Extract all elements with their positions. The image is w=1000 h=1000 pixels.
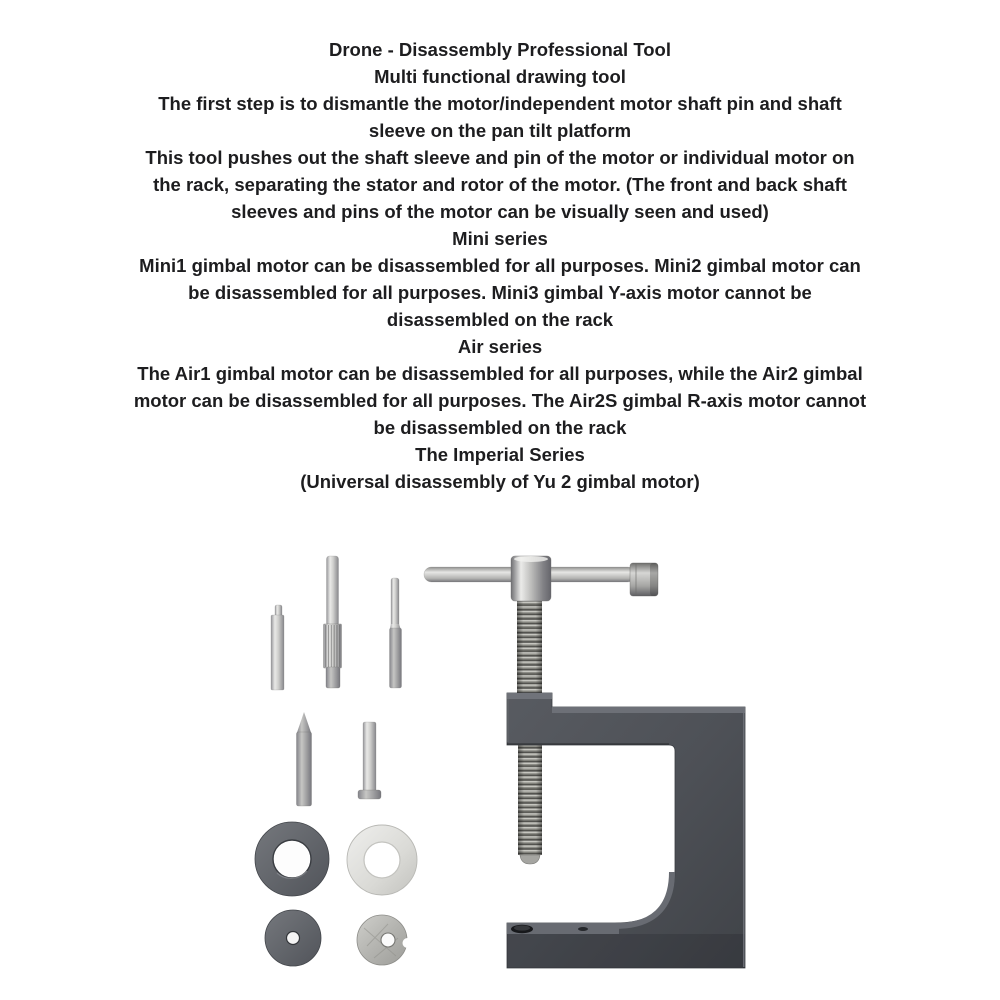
screw-threaded-rod-lower <box>518 743 542 864</box>
small-notched-disc <box>357 915 413 965</box>
description-line: (Universal disassembly of Yu 2 gimbal motor) <box>300 471 700 492</box>
description-line: Drone - Disassembly Professional Tool <box>329 39 671 60</box>
description-line: Mini series <box>452 228 548 249</box>
description-line: The first step is to dismantle the motor/independent motor shaft pin and shaft <box>158 93 842 114</box>
description-line: Mini1 gimbal motor can be disassembled for all purposes. Mini2 gimbal motor can <box>139 255 861 276</box>
description-line: sleeve on the pan tilt platform <box>368 120 632 141</box>
product-photo <box>230 540 770 990</box>
flat-head-pin <box>358 722 381 799</box>
description-line: sleeves and pins of the motor can be visually seen and used) <box>231 201 769 222</box>
screw-threaded-rod-upper <box>517 598 542 702</box>
small-dark-disc <box>265 910 321 966</box>
knurled-punch-pin <box>324 556 342 688</box>
description-line: The Imperial Series <box>415 444 585 465</box>
description-line: Air series <box>457 336 543 357</box>
clamp-frame <box>507 693 745 968</box>
description-line: be disassembled on the rack <box>373 417 627 438</box>
description-line: be disassembled for all purposes. Mini3 gimbal Y-axis motor cannot be <box>188 282 812 303</box>
description-line: disassembled on the rack <box>386 309 614 330</box>
large-light-washer <box>347 825 417 895</box>
description-line: motor can be disassembled for all purposes. The Air2S gimbal R-axis motor cannot <box>133 390 867 411</box>
description-line: the rack, separating the stator and rotor of the motor. (The front and back shaft <box>153 174 847 195</box>
c-clamp-press <box>424 556 745 968</box>
description-line: Multi functional drawing tool <box>374 66 626 87</box>
description-line: This tool pushes out the shaft sleeve and pin of the motor or individual motor on <box>145 147 855 168</box>
t-handle-end-cap <box>630 563 658 596</box>
pointed-punch-pin <box>297 712 312 806</box>
stepped-punch-pin <box>271 605 284 690</box>
thin-punch-pin <box>390 578 402 688</box>
screw-boss <box>511 556 551 601</box>
large-dark-washer <box>255 822 329 896</box>
description-line: The Air1 gimbal motor can be disassembled for all purposes, while the Air2 gimbal <box>137 363 863 384</box>
product-description <box>50 36 950 495</box>
